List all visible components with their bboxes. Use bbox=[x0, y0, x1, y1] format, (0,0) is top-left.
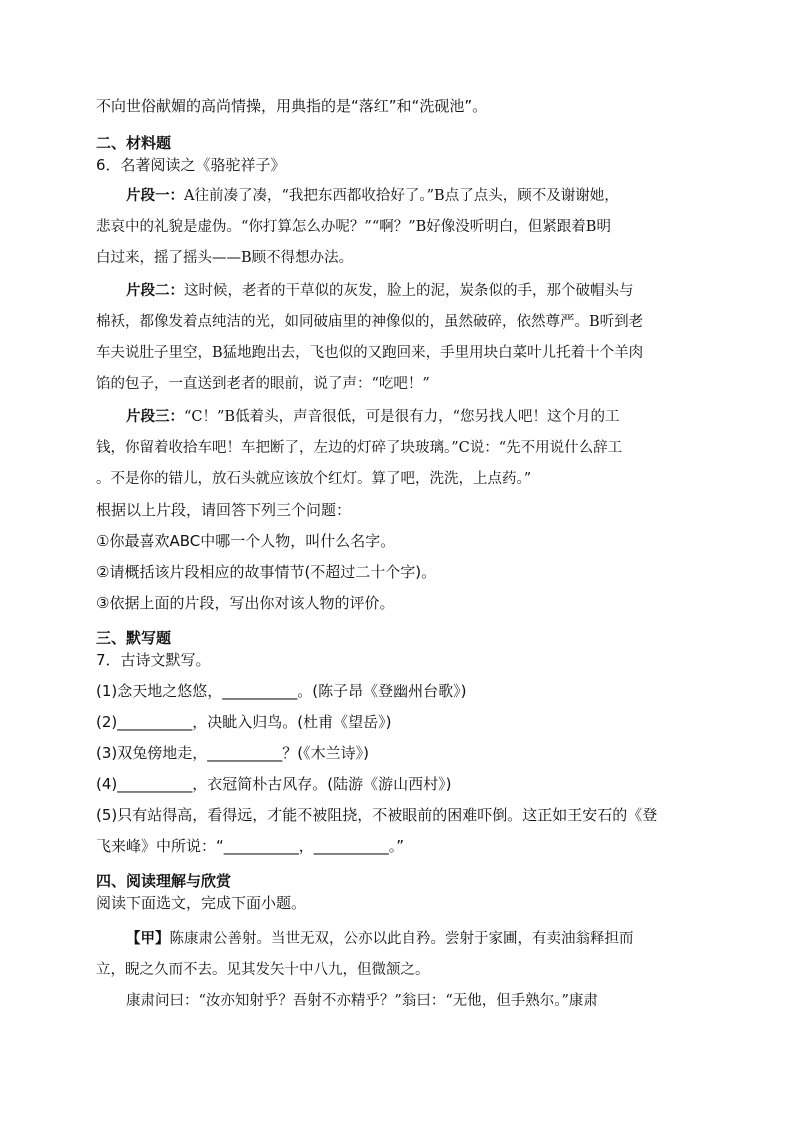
excerpt-1-line-3: 白过来，摇了摇头——B顾不得想办法。 bbox=[96, 250, 354, 266]
dictation-item-5-line-1: (5)只有站得高，看得远，才能不被阻挠，不被眼前的困难吓倒。这正如王安石的《登 bbox=[96, 806, 658, 824]
passage-jia-line-3: 康肃问曰：“汝亦知射乎？吾射不亦精乎？”翁曰：“无他，但手熟尔。”康肃 bbox=[126, 993, 598, 1009]
passage-jia-label: 【甲】 bbox=[126, 930, 170, 947]
excerpt-1-label: 片段一： bbox=[126, 187, 184, 204]
sub-question-3: ③依据上面的片段，写出你对该人物的评价。 bbox=[96, 594, 395, 612]
question-6-title: 6．名著阅读之《骆驼祥子》 bbox=[96, 156, 286, 174]
excerpt-2-text: 这时候，老者的干草似的灰发，脸上的泥，炭条似的手，那个破帽头与 bbox=[184, 283, 634, 299]
passage-jia-line-1 bbox=[126, 929, 634, 949]
section-heading-dictation: 三、默写题 bbox=[96, 629, 172, 647]
excerpt-3-text: “C！”B低着头，声音很低，可是很有力，“您另找人吧！这个月的工 bbox=[184, 409, 620, 425]
section-heading-reading: 四、阅读理解与欣赏 bbox=[96, 872, 232, 890]
excerpt-3-line-1 bbox=[126, 407, 620, 427]
excerpt-1-line-1 bbox=[126, 186, 619, 206]
question-7-title: 7．古诗文默写。 bbox=[96, 651, 211, 669]
dictation-item-4: (4)__________，衣冠简朴古风存。(陆游《游山西村》) bbox=[96, 775, 452, 793]
excerpt-2-line-1 bbox=[126, 281, 634, 301]
dictation-item-2: (2)__________，决眦入归鸟。(杜甫《望岳》) bbox=[96, 713, 392, 731]
text-line: 不向世俗献媚的高尚情操，用典指的是“落红”和“洗砚池”。 bbox=[96, 97, 488, 115]
sub-question-1: ①你最喜欢ABC中哪一个人物，叫什么名字。 bbox=[96, 532, 396, 550]
excerpt-1-line-2: 悲哀中的礼貌是虚伪。“你打算怎么办呢？”“啊？”B好像没听明白，但紧跟着B明 bbox=[96, 219, 611, 235]
dictation-item-5-line-2: 飞来峰》中所说：“__________，__________。” bbox=[96, 837, 405, 855]
dictation-item-1: (1)念天地之悠悠，__________。(陈子昂《登幽州台歌》) bbox=[96, 682, 467, 700]
dictation-item-3: (3)双兔傍地走，__________？(《木兰诗》) bbox=[96, 744, 369, 762]
question-prompt: 根据以上片段，请回答下列三个问题： bbox=[96, 501, 352, 519]
section-heading-materials: 二、材料题 bbox=[96, 134, 172, 152]
excerpt-1-text: A往前凑了凑，“我把东西都收拾好了。”B点了点头，顾不及谢谢她， bbox=[184, 188, 619, 204]
excerpt-3-line-2: 钱，你留着收拾车吧！车把断了，左边的灯碎了块玻璃。”C说：“先不用说什么辞工 bbox=[96, 440, 623, 456]
excerpt-2-label: 片段二： bbox=[126, 282, 184, 299]
reading-instruction: 阅读下面选文，完成下面小题。 bbox=[96, 894, 307, 912]
excerpt-3-label: 片段三： bbox=[126, 408, 184, 425]
excerpt-2-line-2: 棉袄，都像发着点纯洁的光，如同破庙里的神像似的，虽然破碎，依然尊严。B听到老 bbox=[96, 314, 644, 330]
excerpt-3-line-3: 。不是你的错儿，放石头就应该放个红灯。算了吧，洗洗，上点药。” bbox=[96, 471, 532, 487]
passage-jia-text: 陈康肃公善射。当世无双，公亦以此自矜。尝射于家圃，有卖油翁释担而 bbox=[169, 931, 634, 947]
passage-jia-line-2: 立，睨之久而不去。见其发矢十中八九，但微颔之。 bbox=[96, 962, 430, 978]
excerpt-2-line-3: 车夫说肚子里空，B猛地跑出去，飞也似的又跑回来，手里用块白菜叶儿托着十个羊肉 bbox=[96, 345, 644, 361]
excerpt-2-line-4: 馅的包子，一直送到老者的眼前，说了声：“吃吧！” bbox=[96, 376, 430, 392]
sub-question-2: ②请概括该片段相应的故事情节(不超过二十个字)。 bbox=[96, 563, 437, 581]
